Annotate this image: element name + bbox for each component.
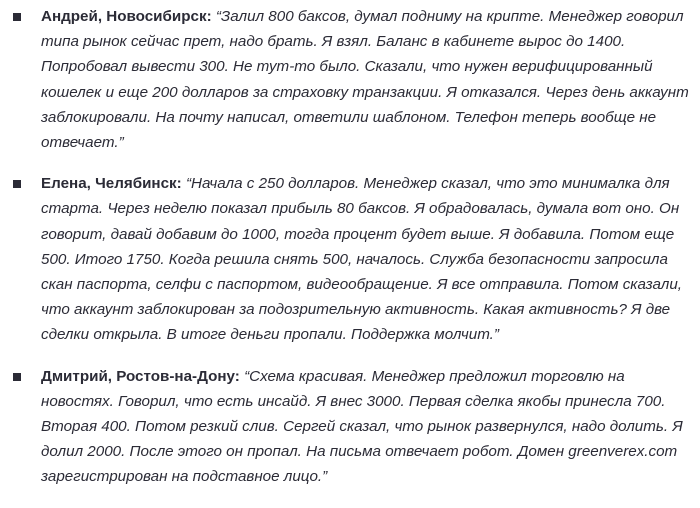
square-bullet-icon bbox=[13, 180, 21, 188]
testimonial-item bbox=[0, 364, 700, 490]
square-bullet-icon bbox=[13, 373, 21, 381]
testimonial-author: Дмитрий, Ростов-на-Дону: bbox=[41, 367, 240, 385]
testimonial-quote: “Схема красивая. Менеджер предложил торговлю на новостях. Говорил, что есть инсайд. Я внес 3000. Первая сделка якобы принесла 700. Вторая 400. Потом резкий слив. Сергей сказал, что рынок развернулся, надо долить. Я долил 2000. После этого он пропал. На письма отвечает робот. Домен greenverex.com зарегистрирован на подставное лицо.” bbox=[41, 367, 683, 486]
square-bullet-icon bbox=[13, 13, 21, 21]
testimonial-quote: “Начала с 250 долларов. Менеджер сказал, что это минималка для старта. Через неделю показал прибыль 80 баксов. Я обрадовалась, думала вот оно. Он говорит, давай добавим до 1000, тогда процент будет выше. Я добавила. Потом еще 500. Итого 1750. Когда решила снять 500, началось. Служба безопасности запросила скан паспорта, селфи с паспортом, видеообращение. Я все отправила. Потом сказали, что аккаунт заблокирован за подозрительную активность. Какая активность? Я две сделки открыла. В итоге деньги пропали. Поддержка молчит.” bbox=[41, 175, 682, 344]
testimonial-author: Елена, Челябинск: bbox=[41, 175, 182, 193]
testimonial-item bbox=[0, 4, 700, 155]
testimonials-list bbox=[0, 4, 700, 506]
testimonial-author: Андрей, Новосибирск: bbox=[41, 8, 212, 25]
testimonial-quote: “Залил 800 баксов, думал подниму на крипте. Менеджер говорил типа рынок сейчас прет, надо брать. Я взял. Баланс в кабинете вырос до 1400. Попробовал вывести 300. Не тут-то было. Сказали, что нужен верифицированный кошелек и еще 200 долларов за страховку транзакции. Я отказался. Через день аккаунт заблокировали. На почту написал, ответили шаблоном. Телефон теперь вообще не отвечает.” bbox=[41, 8, 689, 152]
testimonial-item bbox=[0, 171, 700, 347]
